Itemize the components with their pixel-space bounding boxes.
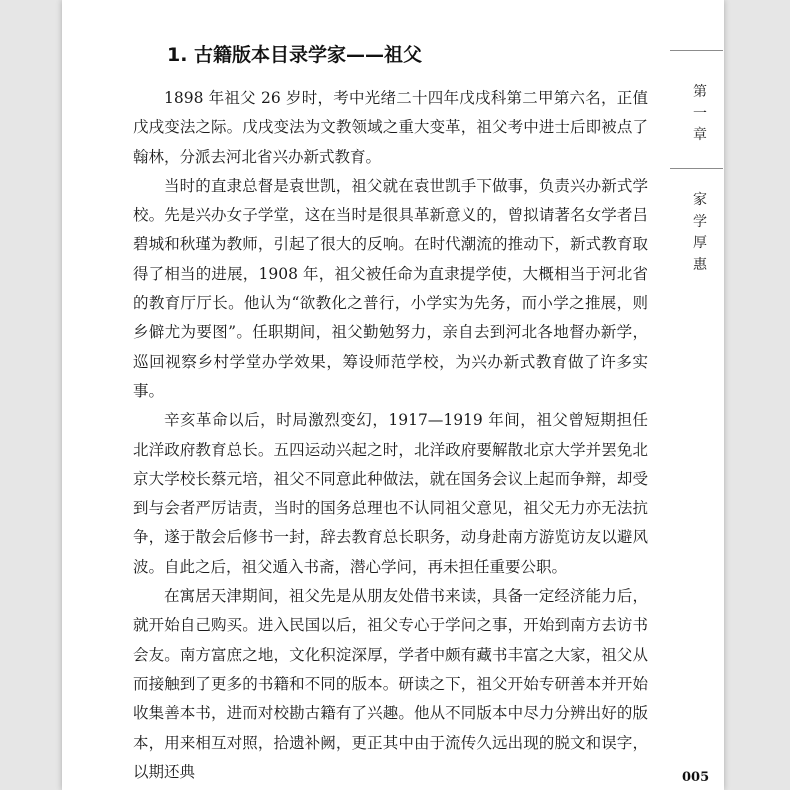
paragraph: 当时的直隶总督是袁世凯，祖父就在袁世凯手下做事，负责兴办新式学校。先是兴办女子学堂，这在当时是很具革新意义的，曾拟请著名女学者吕碧城和秋瑾为教师，引起了很大的反响。在时代潮流的推动下，新式教育取得了相当的进展，1908 年，祖父被任命为直隶提学使，大概相当于河北省的教育厅厅长。他认为“欲教化之普行，小学实为先务，而小学之推展，则乡僻尤为要图”。任职期间，祖父勤勉努力，亲自去到河北各地督办新学，巡回视察乡村学堂办学效果，筹设师范学校，为兴办新式教育做了许多实事。 xyxy=(133,176,648,400)
chapter-title-char: 学 xyxy=(693,213,707,230)
paragraph: 在寓居天津期间，祖父先是从朋友处借书来读，具备一定经济能力后，就开始自己购买。进入民国以后，祖父专心于学问之事，开始到南方去访书会友。南方富庶之地，文化积淀深厚，学者中颇有藏书丰富之大家，祖父从而接触到了更多的书籍和不同的版本。研读之下，祖父开始专研善本并开始收集善本书，进而对校勘古籍有了兴趣。他从不同版本中尽力分辨出好的版本，用来相互对照，拾遗补阙，更正其中由于流传久远出现的脱文和误字，以期还典 xyxy=(133,587,648,781)
chapter-title-char: 惠 xyxy=(693,256,707,273)
chapter-char: 第 xyxy=(693,84,707,100)
paragraph: 1898 年祖父 26 岁时，考中光绪二十四年戊戌科第二甲第六名，正值戊戌变法之际。戊戌变法为文教领域之重大变革，祖父考中进士后即被点了翰林，分派去河北省兴办新式教育。 xyxy=(133,89,648,166)
paragraph: 辛亥革命以后，时局激烈变幻，1917—1919 年间，祖父曾短期担任北洋政府教育总长。五四运动兴起之时，北洋政府要解散北京大学并罢免北京大学校长蔡元培，祖父不同意此种做法，就在国务会议上起而争辩，却受到与会者严厉诘责，当时的国务总理也不认同祖父意见，祖父无力亦无法抗争，遂于散会后修书一封，辞去教育总长职务，动身赴南方游览访友以避风波。自此之后，祖父遁入书斋，潜心学问，再未担任重要公职。 xyxy=(133,411,648,576)
section-heading: 1. 古籍版本目录学家——祖父 xyxy=(167,44,423,66)
chapter-char: 章 xyxy=(693,127,707,143)
page-number: 005 xyxy=(682,770,710,785)
chapter-title-char: 厚 xyxy=(693,235,707,251)
chapter-label xyxy=(688,82,712,147)
chapter-title-label xyxy=(688,190,712,276)
chapter-char: 一 xyxy=(693,105,707,122)
sidebar-divider-top xyxy=(670,50,723,51)
chapter-title-char: 家 xyxy=(693,192,707,208)
body-text xyxy=(133,84,648,787)
sidebar-divider-middle xyxy=(670,168,723,169)
